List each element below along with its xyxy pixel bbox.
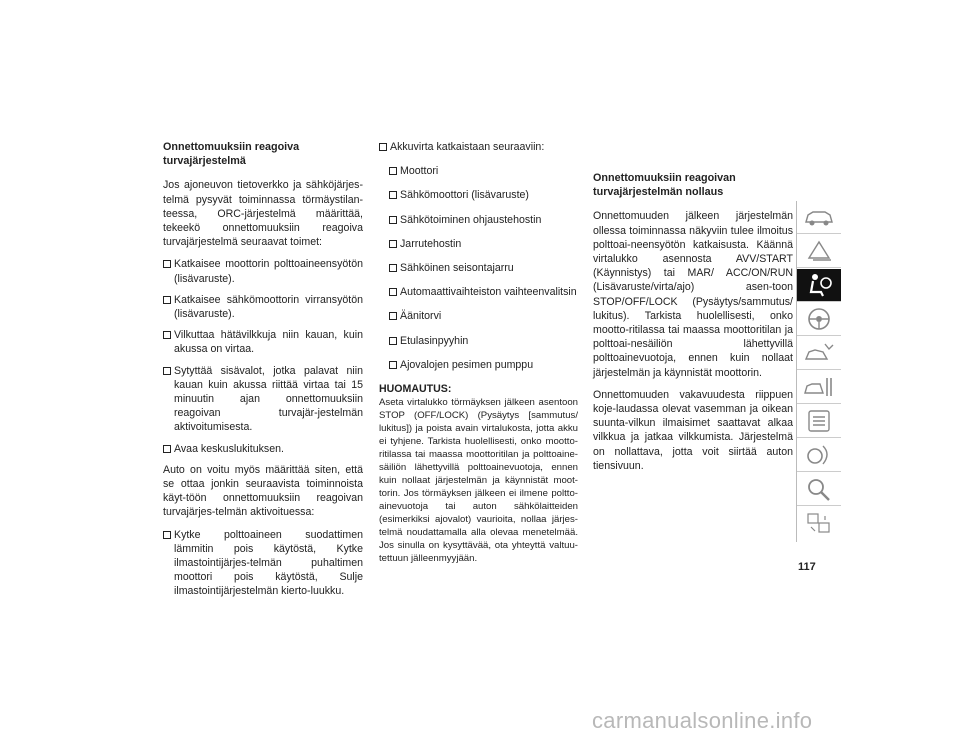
left-column — [163, 140, 363, 606]
action-item: Sytyttää sisävalot, jotka palavat niin kauan kuin akussa riittää virtaa tai 15 minuutin ajan onnettomuuksiin reagoivan turvajär-jestelmän aktivoitumisesta. — [163, 364, 363, 435]
bullet-box-icon — [163, 260, 171, 268]
car-crash-icon — [803, 340, 835, 366]
reset-heading-line1: Onnettomuuksiin reagoivan — [593, 172, 736, 184]
bullet-box-icon — [389, 337, 397, 345]
reset-heading-line2: turvajärjestelmän nollaus — [593, 186, 724, 199]
airbag-seat-icon — [803, 272, 835, 298]
battery-item: Sähkömoottori (lisävaruste) — [389, 188, 578, 202]
bullet-box-icon — [389, 191, 397, 199]
optional-action-item: Kytke polttoaineen suodattimen lämmitin pois käytöstä, Kytke ilmastointijärjes-telmän puhaltimen moottori pois käytöstä, Sulje ilmastointijärjestelmän kierto-luukku. — [163, 528, 363, 599]
chapter-tab-bar — [796, 201, 842, 542]
bullet-box-icon — [389, 167, 397, 175]
battery-item: Sähköinen seisontajarru — [389, 261, 578, 275]
tab-warning-lights-icon[interactable] — [797, 235, 841, 268]
search-icon — [803, 476, 835, 502]
bullet-box-icon — [163, 445, 171, 453]
battery-item: Moottori — [389, 164, 578, 178]
action-item: Avaa keskuslukituksen. — [163, 442, 363, 456]
reset-paragraph-1: Onnettomuuden jälkeen järjestelmän ollessa toiminnassa näkyviin tulee ilmoitus polttoai-neensyötön katkaisusta. Käännä virtalukko asennosta AVV/START (Käynnistys) tai MAR/ ACC/ON/RUN (Lisävaruste/virta/ajo) asen-toon STOP/OFF/LOCK (Pysäytys/sammutus/ lukitus). Tarkista huolellisesti, onko mootto-ritilassa tai maassa moottoritilan ja polttoai-nesäiliön lähettyvillä polttoainevuotoja, ennen kuin nollaat järjestelmän ja käynnistät moottorin. — [593, 210, 793, 379]
bullet-box-icon — [163, 367, 171, 375]
bullet-box-icon — [389, 216, 397, 224]
watermark: carmanualsonline.info — [592, 708, 813, 733]
warning-lights-icon — [803, 238, 835, 264]
right-column — [593, 171, 793, 481]
reset-paragraph-2: Onnettomuuden vakavuudesta riippuen koje-laudassa olevat vasemman ja oikean suunta-vilkun ilmaisimet saattavat alkaa vilkkua ja jatkaa vilkkumista. Järjestelmä on nollattava, jotta voit siirtää auton tiensivuun. — [593, 388, 793, 472]
intro-paragraph: Jos ajoneuvon tietoverkko ja sähköjärjes-telmä pysyvät toiminnassa törmäystilan-teessa, ORC-järjestelmä määrittää, tekeekö onnettomuuksiin reagoiva turvajärjestelmä seuraavat toimet: — [163, 179, 363, 249]
note-text: Aseta virtalukko törmäyksen jälkeen asentoon STOP (OFF/LOCK) (Pysäytys [sammutus/ lukitus]) ja poista avain virtalukosta, jotta akku ei tyhjene. Tarkista huolellisesti, onko mootto-ritilassa tai maassa moottoritilan ja polttoaine-säiliön lähettyvillä polttoainevuotoja, ennen kuin nollaat järjestelmän ja käynnistät moot-torin. Jos törmäyksen jälkeen ei ilmene poltto-ainevuotoja tai auton sähkölaitteiden (esimerkiksi ajovalot) vaurioita, nollaa järjes-telmä noudattamalla alla olevaa menetelmää. Jos sinulla on kysyttävää, ota yhteyttä valtuu-tettuun jälleenmyyjään. — [379, 397, 578, 565]
action-item: Vilkuttaa hätävilkkuja niin kauan, kuin akussa on virtaa. — [163, 328, 363, 356]
bullet-box-icon — [389, 361, 397, 369]
battery-item: Automaattivaihteiston vaihteenvalitsin — [389, 285, 578, 299]
bullet-box-icon — [389, 240, 397, 248]
tab-language-icon[interactable] — [797, 507, 841, 540]
battery-item: Jarrutehostin — [389, 237, 578, 251]
bullet-box-icon — [379, 143, 387, 151]
battery-item: Ajovalojen pesimen pumppu — [389, 358, 578, 372]
tab-airbag-seat-icon[interactable] — [797, 269, 841, 302]
steering-wheel-icon — [803, 306, 835, 332]
language-icon — [803, 510, 835, 536]
tab-steering-wheel-icon[interactable] — [797, 303, 841, 336]
battery-item: Äänitorvi — [389, 309, 578, 323]
page-number: 117 — [798, 561, 816, 573]
tab-multimedia-icon[interactable] — [797, 439, 841, 472]
tab-car-icon[interactable] — [797, 201, 841, 234]
action-item: Katkaisee sähkömoottorin virransyötön (lisävaruste). — [163, 293, 363, 321]
battery-item: Sähkötoiminen ohjaustehostin — [389, 213, 578, 227]
tab-search-icon[interactable] — [797, 473, 841, 506]
battery-intro: Akkuvirta katkaistaan seuraaviin: — [379, 140, 578, 154]
tab-dashboard-list-icon[interactable] — [797, 405, 841, 438]
bullet-box-icon — [389, 264, 397, 272]
middle-column — [379, 140, 578, 565]
reset-heading — [593, 171, 793, 199]
action-item: Katkaisee moottorin polttoaineensyötön (lisävaruste). — [163, 257, 363, 285]
bullet-box-icon — [389, 312, 397, 320]
section-heading: Onnettomuuksiin reagoiva turvajärjestelmä — [163, 141, 300, 168]
multimedia-icon — [803, 442, 835, 468]
dashboard-list-icon — [803, 408, 835, 434]
bullet-box-icon — [163, 531, 171, 539]
car-tools-icon — [803, 374, 835, 400]
after-paragraph: Auto on voitu myös määrittää siten, että se ottaa jonkin seuraavista toiminnoista käyt-töön onnettomuuksiin reagoivan turvajärjes-telmän aktivoituessa: — [163, 463, 363, 519]
note-title: HUOMAUTUS: — [379, 383, 452, 396]
tab-car-crash-icon[interactable] — [797, 337, 841, 370]
tab-car-tools-icon[interactable] — [797, 371, 841, 404]
car-icon — [803, 204, 835, 230]
battery-item: Etulasinpyyhin — [389, 334, 578, 348]
bullet-box-icon — [389, 288, 397, 296]
bullet-box-icon — [163, 331, 171, 339]
bullet-box-icon — [163, 296, 171, 304]
